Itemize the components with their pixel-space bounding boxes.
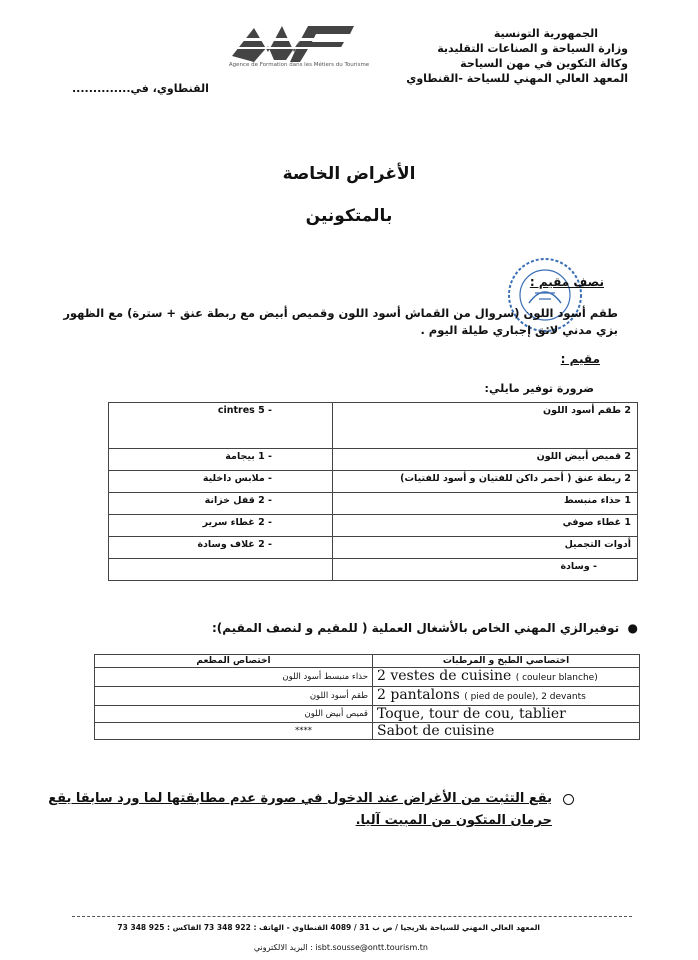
uniform-table xyxy=(94,654,640,740)
resident-items-table xyxy=(108,402,638,581)
table-row xyxy=(95,706,640,723)
table-cell: 1 حذاء منبسط xyxy=(333,493,638,515)
table-cell: - 2 غطاء سرير xyxy=(109,515,333,537)
table-cell: - 2 قفل خزانة xyxy=(109,493,333,515)
page-title: الأغراض الخاصة xyxy=(282,164,416,184)
table-cell xyxy=(109,559,333,581)
header-line-ministry: وزارة السياحة و الصناعات التقليدية xyxy=(437,42,628,55)
footer-divider xyxy=(72,916,632,917)
column-header-kitchen: اختصاصي الطبخ و المرطبات xyxy=(373,655,640,668)
table-cell: 2 vestes de cuisine ( couleur blanche) xyxy=(373,668,640,687)
table-row xyxy=(109,559,638,581)
table-cell: 1 غطاء صوفي xyxy=(333,515,638,537)
table-cell: أدوات التجميل xyxy=(333,537,638,559)
logo-tagline: Agence de Formation dans les Métiers du Tourisme xyxy=(228,62,370,68)
ministry-header xyxy=(406,26,628,86)
table-row xyxy=(95,668,640,687)
table-cell: 2 طقم أسود اللون xyxy=(333,403,638,449)
table-cell: - 1 بيجامة xyxy=(109,449,333,471)
resident-need-text: ضرورة توفير مايلي: xyxy=(484,382,594,395)
table-cell: حذاء منبسط أسود اللون xyxy=(95,668,373,687)
table-row xyxy=(109,449,638,471)
table-row xyxy=(109,537,638,559)
warning-text: يقع التثبت من الأغراض عند الدخول في صورة عدم مطابقتها لما ورد سابقا يقع حرمان المتكون من المبيت آليا. xyxy=(48,791,552,828)
table-cell: Toque, tour de cou, tablier xyxy=(373,706,640,723)
table-header-row xyxy=(95,655,640,668)
circle-bullet-icon xyxy=(563,794,574,805)
table-row xyxy=(109,403,638,449)
footer-email: البريد الالكتروني : isbt.sousse@ontt.tourism.tn xyxy=(253,943,428,952)
table-row xyxy=(109,493,638,515)
place-date: القنطاوي، في.............. xyxy=(72,82,209,95)
half-resident-text: طقم أسود اللون (سروال من القماش أسود اللون وقميص أبيض مع ربطة عنق + سترة) مع الظهور بزي مدني لائق إجباري طيلة اليوم . xyxy=(63,306,618,337)
page-subtitle: بالمتكونين xyxy=(305,206,393,226)
table-cell: - 2 غلاف وسادة xyxy=(109,537,333,559)
bullet-dot-icon: ● xyxy=(619,621,638,635)
table-cell: طقم أسود اللون xyxy=(95,687,373,706)
header-line-agency: وكالة التكوين في مهن السياحة xyxy=(460,57,628,70)
table-row xyxy=(95,687,640,706)
table-cell: **** xyxy=(95,723,373,740)
table-cell: 2 قميص أبيض اللون xyxy=(333,449,638,471)
agency-logo xyxy=(228,18,358,66)
header-line-institute: المعهد العالي المهني للسياحة -القنطاوي xyxy=(406,72,628,85)
uniform-bullet-text: توفيرالزي المهني الخاص بالأشغال العملية ( للمقيم و لنصف المقيم): xyxy=(211,621,620,635)
table-cell: - ملابس داخلية xyxy=(109,471,333,493)
uniform-bullet xyxy=(212,621,638,635)
table-row xyxy=(95,723,640,740)
half-resident-label: نصف مقيم : xyxy=(529,275,604,289)
table-cell: - 5 cintres xyxy=(109,403,333,449)
table-cell: 2 ربطة عنق ( أحمر داكن للفتيان و أسود للفتيات) xyxy=(333,471,638,493)
table-cell: 2 pantalons ( pied de poule), 2 devants xyxy=(373,687,640,706)
table-row xyxy=(109,515,638,537)
table-cell: - وسادة xyxy=(333,559,638,581)
resident-label: مقيم : xyxy=(560,352,600,366)
column-header-restaurant: اختصاص المطعم xyxy=(95,655,373,668)
table-cell: Sabot de cuisine xyxy=(373,723,640,740)
header-line-country: الجمهورية التونسية xyxy=(493,27,598,40)
table-row xyxy=(109,471,638,493)
table-cell: قميص أبيض اللون xyxy=(95,706,373,723)
footer-address: المعهد العالي المهني للسياحة بلاريجيا / ص ب 31 / 4089 القنطاوي - الهاتف : 922 348 73 الفاكس : 925 348 73 xyxy=(117,923,540,932)
